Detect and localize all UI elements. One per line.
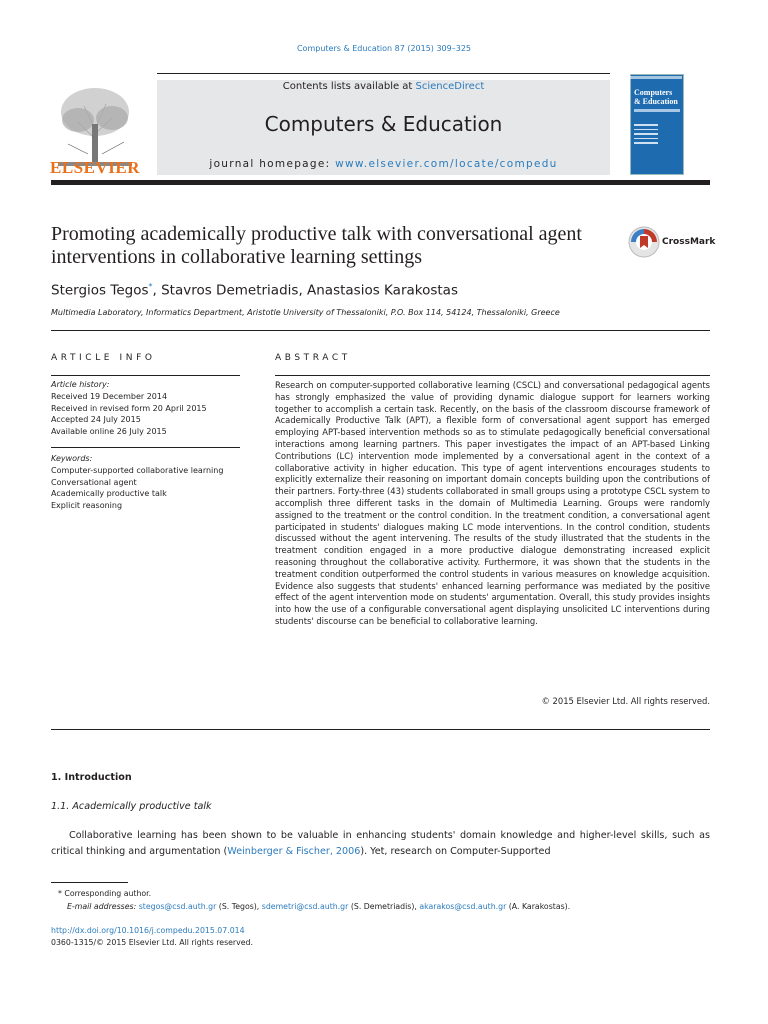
doi-link[interactable]: http://dx.doi.org/10.1016/j.compedu.2015.07.014 (51, 926, 245, 935)
history-online: Available online 26 July 2015 (51, 427, 167, 437)
abstract-heading: ABSTRACT (275, 353, 351, 363)
cover-subtitle-bar (634, 109, 680, 112)
affiliation: Multimedia Laboratory, Informatics Department, Aristotle University of Thessaloniki, P.O. Box 114, 54124, Thessaloniki, Greece (51, 308, 560, 317)
body-paragraph (51, 828, 710, 860)
contents-prefix: Contents lists available at (282, 81, 416, 92)
journal-homepage-line (157, 158, 610, 170)
history-accepted: Accepted 24 July 2015 (51, 415, 141, 425)
email-link[interactable]: sdemetri@csd.auth.gr (261, 902, 349, 911)
crossmark-label[interactable]: CrossMark (662, 237, 716, 247)
issn-line: 0360-1315/© 2015 Elsevier Ltd. All rights reserved. (51, 938, 253, 947)
cover-contents-lines (634, 124, 658, 147)
author-tegos: Stergios Tegos (51, 282, 149, 299)
cover-band (630, 76, 682, 79)
cover-title: Computers & Education (634, 88, 678, 106)
journal-title: Computers & Education (264, 112, 503, 136)
history-label: Article history: (51, 380, 110, 389)
abstract-text: Research on computer-supported collaborative learning (CSCL) and conversational pedagogical agents has strongly emphasized the value of providing dynamic dialogue support for learners working together to accomplish a certain task. Recently, on the basis of the classroom discourse framework of Academically Productive Talk (APT), a flexible form of conversational agent support has emerged employing APT-based intervention methods so as to stimulate pedagogically beneficial conversational interactions among learning partners. This paper investigates the impact of an APT-based Linking Contributions (LC) intervention mode implemented by a conversational agent in the context of a collaborative activity in higher education. This type of agent interventions encourages students to explicitly externalize their reasoning on important domain concepts building upon the contributions of their partners. Forty-three (43) students collaborated in small groups using a prototype CSCL system to accomplish three different tasks in the domain of Multimedia Learning. Groups were randomly assigned to the treatment or the control condition. In the treatment condition, a conversational agent participated in students' dialogues making LC mode interventions. In the control condition, students discussed without the agent intervening. The results of the study illustrated that the students in the treatment condition engaged in a more productive dialogue demonstrating increased explicit reasoning throughout the collaborative activity. Furthermore, it was shown that the students in the treatment condition outperformed the control students in various measures on knowledge acquisition. Evidence also suggests that students' enhanced learning performance was mediated by the positive effect of the agent intervention mode on students' argumentation. Overall, this study provides insights into how the use of a configurable conversational agent displaying unsolicited LC interventions during students' discourse can be beneficial to collaborative learning. (275, 380, 710, 626)
keyword: Conversational agent (51, 477, 137, 487)
other-authors: , Stavros Demetriadis, Anastasios Karakostas (152, 282, 458, 299)
email-owner: (S. Tegos), (216, 902, 262, 911)
abstract-copyright: © 2015 Elsevier Ltd. All rights reserved. (541, 696, 710, 706)
keyword: Explicit reasoning (51, 501, 123, 511)
authors-line (51, 282, 458, 299)
footnote-rule (51, 882, 128, 883)
keywords-label: Keywords: (51, 454, 93, 463)
contents-line (157, 81, 610, 92)
subsection-heading: 1.1. Academically productive talk (51, 801, 212, 812)
header-top-rule (157, 73, 610, 74)
keywords (51, 453, 223, 512)
email-link[interactable]: stegos@csd.auth.gr (138, 902, 217, 911)
title-bottom-rule (51, 330, 710, 331)
corresponding-author-mark[interactable]: * (148, 282, 153, 291)
email-addresses (67, 901, 570, 913)
keywords-rule (51, 447, 240, 448)
sciencedirect-link[interactable]: ScienceDirect (415, 81, 485, 92)
keyword: Academically productive talk (51, 489, 167, 499)
abstract-rule (275, 375, 710, 376)
journal-reference-link[interactable]: Computers & Education 87 (2015) 309–325 (296, 44, 472, 53)
history-revised: Received in revised form 20 April 2015 (51, 403, 207, 413)
email-label: E-mail addresses: (67, 902, 139, 911)
section-heading: 1. Introduction (51, 772, 132, 783)
abstract-bottom-rule (51, 729, 710, 730)
email-owner: (A. Karakostas). (506, 902, 571, 911)
corresponding-author-note: * Corresponding author. (58, 889, 152, 898)
body-text-end: ). Yet, research on Computer-Supported (360, 846, 551, 857)
body-text-start: Collaborative learning has been shown to be valuable in enhancing students' domain knowledge and higher-level skills, such as critical thinking and argumentation ( (51, 830, 710, 857)
article-history (51, 379, 207, 438)
history-received: Received 19 December 2014 (51, 391, 168, 401)
homepage-link[interactable]: www.elsevier.com/locate/compedu (335, 158, 558, 170)
paper-title: Promoting academically productive talk with conversational agent interventions in collaborative learning settings (51, 223, 582, 268)
elsevier-wordmark: ELSEVIER (50, 158, 140, 177)
article-info-rule (51, 375, 240, 376)
keyword: Computer-supported collaborative learning (51, 465, 224, 475)
email-link[interactable]: akarakos@csd.auth.gr (419, 902, 507, 911)
citation-link[interactable]: Weinberger & Fischer, 2006 (227, 846, 361, 857)
header-thick-rule (51, 180, 710, 185)
article-info-heading: ARTICLE INFO (51, 353, 156, 363)
homepage-prefix: journal homepage: (209, 158, 336, 170)
email-owner: (S. Demetriadis), (348, 902, 420, 911)
